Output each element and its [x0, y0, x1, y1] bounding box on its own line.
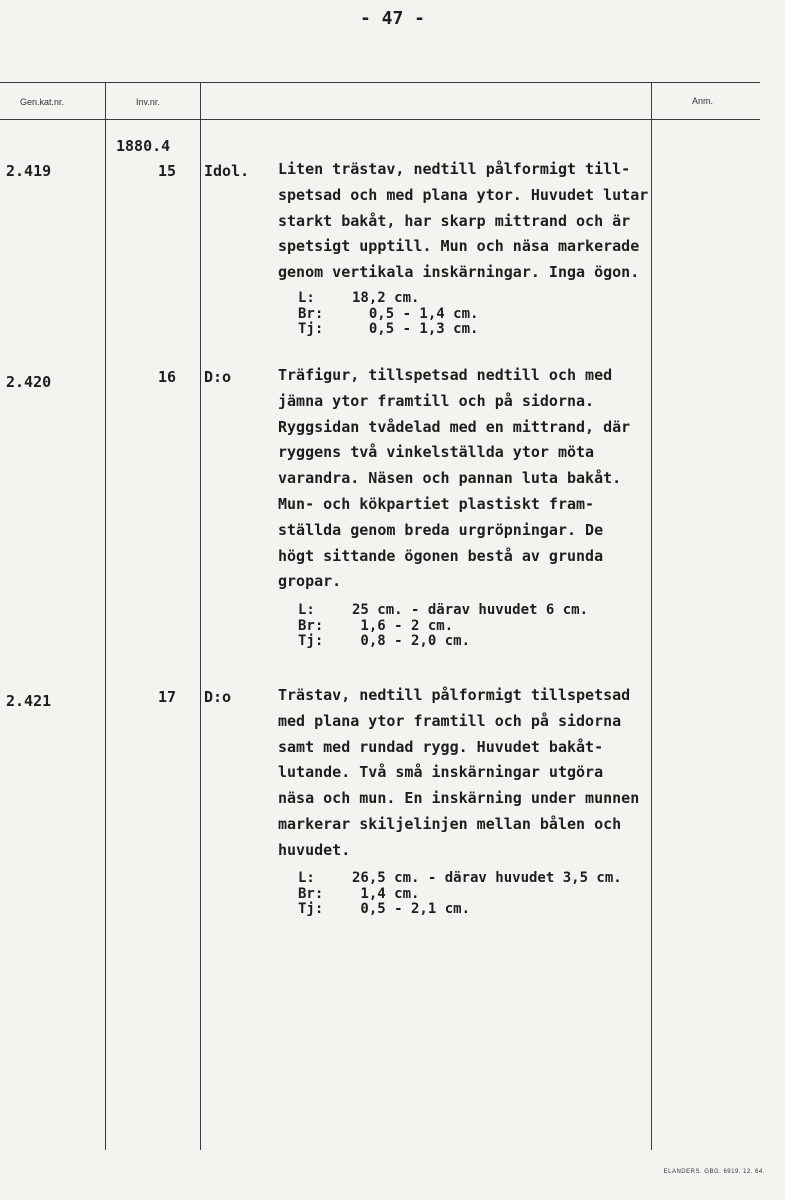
- printer-footer: ELANDERS. GBG. 6919. 12. 64.: [663, 1169, 765, 1175]
- measurement-key: Tj:: [298, 633, 324, 649]
- entry-1-gen-kat-nr: 2.419: [6, 162, 52, 180]
- table-header-rule: [0, 119, 760, 120]
- measurement-value: 1,6 - 2 cm.: [352, 617, 454, 634]
- measurement-row: [278, 902, 622, 918]
- column-header-gen-kat-nr: Gen.kat.nr.: [20, 97, 65, 107]
- entry-1-inv-nr: 15: [157, 162, 176, 180]
- measurement-row: [278, 291, 478, 307]
- description-line: ryggens två vinkelställda ytor möta: [278, 443, 595, 462]
- column-divider-2: [200, 82, 201, 1150]
- measurement-row: [278, 322, 478, 338]
- measurement-value: 0,5 - 2,1 cm.: [352, 901, 471, 917]
- description-line: jämna ytor framtill och på sidorna.: [278, 391, 595, 410]
- table-top-rule: [0, 82, 760, 83]
- measurement-row: [278, 871, 622, 887]
- column-divider-1: [105, 82, 106, 1150]
- description-line: Ryggsidan tvådelad med en mittrand, där: [278, 417, 631, 436]
- measurement-row: [278, 634, 588, 650]
- page-number: - 47 -: [359, 8, 426, 29]
- entry-3-gen-kat-nr: 2.421: [6, 692, 52, 710]
- description-line: Trästav, nedtill pålformigt tillspetsad: [278, 686, 631, 704]
- entry-1-category: Idol.: [204, 162, 250, 180]
- measurement-row: [278, 603, 588, 619]
- measurement-key: L:: [298, 290, 315, 306]
- entry-2-description: [278, 363, 663, 595]
- measurement-key: L:: [298, 602, 315, 618]
- entry-2-measurements: [278, 603, 588, 650]
- description-line: Träfigur, tillspetsad nedtill och med: [278, 366, 613, 384]
- description-line: lutande. Två små inskärningar utgöra: [278, 763, 604, 782]
- measurement-row: [278, 307, 478, 323]
- measurement-key: Br:: [298, 617, 324, 634]
- description-line: samt med rundad rygg. Huvudet bakåt-: [278, 737, 604, 756]
- measurement-value: 0,5 - 1,4 cm.: [352, 305, 479, 322]
- entry-1-description: [278, 157, 663, 286]
- measurement-value: 18,2 cm.: [352, 290, 420, 306]
- entry-1-measurements: [278, 291, 478, 338]
- measurement-key: Tj:: [298, 901, 324, 917]
- description-line: Liten trästav, nedtill pålformigt till-: [278, 160, 631, 178]
- description-line: huvudet.: [278, 840, 351, 859]
- entry-2-gen-kat-nr: 2.420: [6, 373, 52, 391]
- description-line: gropar.: [278, 572, 342, 591]
- entry-2-inv-nr: 16: [157, 368, 176, 386]
- description-line: spetsad och med plana ytor. Huvudet lutar: [278, 185, 649, 204]
- description-line: Mun- och kökpartiet plastiskt fram-: [278, 494, 595, 513]
- description-line: spetsigt upptill. Mun och näsa markerade: [278, 237, 640, 256]
- measurement-value: 1,4 cm.: [352, 885, 420, 902]
- measurement-key: Br:: [298, 305, 324, 322]
- entry-3-measurements: [278, 871, 622, 918]
- measurement-value: 0,5 - 1,3 cm.: [352, 321, 479, 337]
- measurement-row: [278, 887, 622, 903]
- description-line: med plana ytor framtill och på sidorna: [278, 711, 622, 730]
- measurement-value: 25 cm. - därav huvudet 6 cm.: [352, 602, 589, 618]
- accession-number: 1880.4: [116, 137, 171, 155]
- entry-3-description: [278, 683, 663, 864]
- description-line: markerar skiljelinjen mellan bålen och: [278, 814, 622, 833]
- measurement-value: 26,5 cm. - därav huvudet 3,5 cm.: [352, 870, 622, 886]
- entry-2-category: D:o: [204, 368, 232, 386]
- column-header-anm: Anm.: [692, 96, 714, 106]
- measurement-value: 0,8 - 2,0 cm.: [352, 633, 471, 649]
- description-line: varandra. Näsen och pannan luta bakåt.: [278, 469, 622, 488]
- description-line: näsa och mun. En inskärning under munnen: [278, 789, 640, 808]
- entry-3-inv-nr: 17: [157, 688, 176, 706]
- entry-3-category: D:o: [204, 688, 232, 706]
- description-line: högt sittande ögonen bestå av grunda: [278, 546, 604, 565]
- measurement-row: [278, 619, 588, 635]
- measurement-key: L:: [298, 870, 315, 886]
- measurement-key: Br:: [298, 885, 324, 902]
- column-header-inv-nr: Inv.nr.: [136, 97, 160, 107]
- measurement-key: Tj:: [298, 321, 324, 337]
- description-line: genom vertikala inskärningar. Inga ögon.: [278, 263, 640, 282]
- description-line: starkt bakåt, har skarp mittrand och är: [278, 211, 631, 230]
- description-line: ställda genom breda urgröpningar. De: [278, 520, 604, 539]
